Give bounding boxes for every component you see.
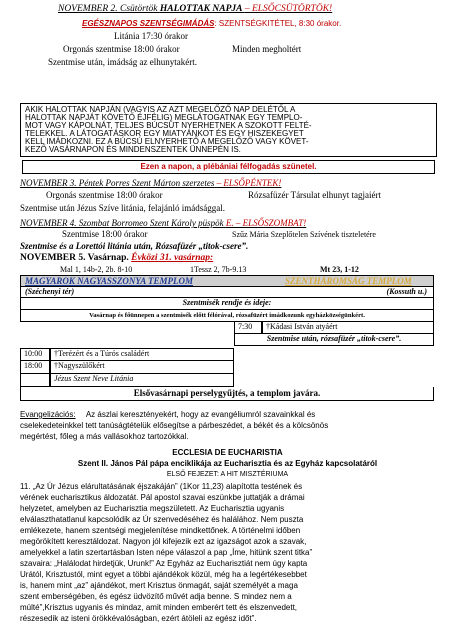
- nov2-tag: – ELSŐCSÜTÖRTÖK!: [244, 4, 333, 14]
- nov3-saint: Porres Szent Márton szerzetes: [105, 178, 215, 188]
- evangelization-text: Az ászlai keresztényekért, hogy az evangéliumról szavainkkal és: [85, 410, 316, 419]
- indulgence-line: KEZŐ VASÁRNAPON ÉS MINDENSZENTEK ÜNNEPÉN IS.: [25, 145, 241, 154]
- nov3-tag: – ELSŐPÉNTEK!: [216, 178, 282, 188]
- evangelization-line: [20, 409, 435, 420]
- right-time: 7:30: [234, 322, 262, 334]
- indulgence-line: KELL IMÁDKOZNI. EZ A BÚCSÚ ELNYERHETŐ A MEGELŐZŐ VAGY KÖVET-: [25, 137, 309, 146]
- church-left-name: MAGYAROK NAGYASSZONYA TEMPLOM: [25, 276, 194, 286]
- nov3-after: Szentmise után Jézus Szíve litánia, felajánló imádsággal.: [20, 203, 225, 213]
- nov4-date: NOVEMBER 4. Szombat: [20, 218, 110, 228]
- nov4-saint: Borromeo Szent Károly püspök: [111, 218, 224, 228]
- nov4-mass: Szentmise 18:00 órakor: [62, 229, 148, 239]
- adoration-rest: : SZENTSÉGKITÉTEL, 8:30 órakor.: [214, 19, 342, 28]
- nov2-heading: [58, 4, 332, 15]
- ecclesia-line: helyzetet, amelyben az Eucharisztia megszületett. Az Eucharisztia ugyanis: [20, 504, 285, 513]
- church-right-name: SZENTHÁROMSÁG TEMPLOM: [285, 276, 412, 286]
- reading-1: Mal 1, 14b-2, 2b. 8-10: [60, 265, 133, 274]
- left-time-1: 10:00: [20, 348, 50, 361]
- nov4-heading: [20, 218, 306, 229]
- nov2-after: Szentmise után, imádság az elhunytakért.: [48, 57, 197, 67]
- indulgence-line: AKIK HALOTTAK NAPJÁN (VAGYIS AZ AZT MEGELŐZŐ NAP DELÉTŐL A: [25, 105, 296, 114]
- rosary-note: Vasárnap és főünnepen a szentmisék előtt félórával, rózsafüzért imádkozunk egyházközségünkért.: [20, 310, 434, 322]
- left-intention-3: Jézus Szent Neve Litánia: [50, 374, 234, 387]
- indulgence-line: HALOTTAK NAPJÁT KÖVETŐ ÉJFÉLIG) MEGLÁTOGATNAK EGY TEMPLO-: [25, 113, 303, 122]
- ecclesia-line: részesedik az isteni örökkévalóságban, ezért átöleli az egész időt”.: [20, 614, 257, 623]
- collection-note: Elsővasárnapi perselygyűjtés, a templom javára.: [20, 387, 434, 401]
- indulgence-line: MOT VAGY KÁPOLNÁT, TELJES BÚCSÚT NYERHETNEK A SZOKOTT FELTÉ-: [25, 121, 312, 130]
- nov2-intention: Minden megholtért: [232, 44, 302, 54]
- nov3-intention: Rózsafüzér Társulat elhunyt tagjaiért: [248, 190, 382, 200]
- ecclesia-line: megörökített keresztáldozat. Nagyon jól kifejezik ezt az igazságot azok a szavak,: [20, 537, 307, 546]
- church-left-sub: (Széchenyi tér): [25, 287, 75, 296]
- nov4-intention: Szűz Mária Szeplőtelen Szívének tiszteletére: [232, 230, 376, 239]
- ecclesia-line: 11. „Az Úr Jézus elárultatásának éjszakáján” (1Kor 11,23) alapította testének és: [20, 482, 303, 491]
- nov2-date: NOVEMBER 2. Csütörtök: [58, 4, 158, 14]
- office-closed-notice: Ezen a napon, a plébániai félfogadás szünetel.: [22, 160, 435, 174]
- nov3-heading: [20, 178, 281, 189]
- evangelization-line: cselekedeteinkkel tett tanúságtételük elősegítse a párbeszédet, a békét és a kölcsönös: [20, 421, 329, 430]
- ecclesia-line: emlékezete, hanem szentségi megjelenítése mindkettőnek. A történelmi időben: [20, 526, 301, 535]
- evangelization-label: Evangelizációs:: [20, 410, 76, 419]
- indulgence-line: TELEKKEL. A LÁTOGATÁSKOR EGY MIATYÁNKOT ÉS EGY HISZEKEGYET: [25, 129, 304, 138]
- left-intention-1: †Terézért és a Túrós családért: [50, 348, 234, 361]
- ecclesia-line: elválaszthatatlanul kapcsolódik az Úr szenvedéséhez és halálához. Nem puszta: [20, 515, 304, 524]
- left-time-3: [20, 374, 50, 387]
- nov2-mass: Orgonás szentmise 18:00 órakor: [63, 44, 180, 54]
- ecclesia-line: szent emberségében, és egész üdvözítő művét adja benne. S mindez nem a: [20, 592, 292, 601]
- nov2-feast: HALOTTAK NAPJA: [159, 4, 243, 14]
- ecclesia-subtitle: Szent II. János Pál pápa enciklikája az Eucharisztia és az Egyház kapcsolatáról: [77, 459, 378, 468]
- nov2-litany: Litánia 17:30 órakor: [114, 31, 188, 41]
- right-intention: †Kádasi István atyáért: [262, 322, 434, 334]
- nov5-tag: Évközi 31. vasárnap:: [131, 253, 214, 263]
- reading-2: 1Tessz 2, 7b-9.13: [190, 265, 247, 274]
- evangelization-line: megértést, főleg a más vallásokhoz tartozókkal.: [20, 432, 189, 441]
- adoration-label: EGÉSZNAPOS SZENTSÉGIMÁDÁS: [82, 19, 215, 28]
- nov3-date: NOVEMBER 3. Péntek: [20, 178, 104, 188]
- gospel: Mt 23, 1-12: [320, 265, 359, 274]
- nov5-heading: [20, 253, 213, 264]
- church-header-bar: [20, 275, 434, 287]
- right-after: Szentmise után, rózsafüzér „titok-csere”.: [234, 334, 434, 346]
- indulgence-box: [20, 103, 437, 157]
- nov3-mass: Orgonás szentmise 18:00 órakor: [46, 190, 163, 200]
- nov4-after: Szentmise és a Lorettói litánia után, Rózsafüzér „titok-csere”.: [20, 241, 249, 251]
- ecclesia-line: is, hanem mint „az” ajándékot, mert Krisztus önmagát, saját személyét a maga: [20, 581, 298, 590]
- left-time-2: 18:00: [20, 361, 50, 374]
- ecclesia-line: szavaira: „Halálodat hirdetjük, Urunk!” Az Egyház az Eucharisztiát nem úgy kapta: [20, 559, 308, 568]
- ecclesia-line: amelyekkel a latin szertartásban Isten népe válaszol a pap „Íme, hitünk szent titka”: [20, 548, 313, 557]
- ecclesia-title: ECCLESIA DE EUCHARISTIA: [172, 448, 283, 457]
- ecclesia-line: vérének eucharisztikus áldozatát. Pál apostol szavai eszünkbe juttatják a drámai: [20, 493, 305, 502]
- nov2-adoration: [82, 18, 341, 29]
- ecclesia-line: Urától, Krisztustól, mint egyet a többi ajándékok közül, még ha a legértékesebbet: [20, 570, 307, 579]
- ecclesia-chapter: ELSŐ FEJEZET: A HIT MISZTÉRIUMA: [166, 471, 289, 478]
- left-intention-2: †Nagyszülőkért: [50, 361, 234, 374]
- ecclesia-line: múlté”,Krisztus ugyanis és mindaz, amit minden emberért tett és elszenvedett,: [20, 603, 298, 612]
- nov4-tag: E. – ELSŐSZOMBAT!: [225, 218, 307, 228]
- church-sub-row: [20, 287, 434, 298]
- schedule-title: Szentmisék rendje és ideje:: [20, 298, 434, 310]
- church-right-sub: (Kossuth u.): [386, 287, 427, 296]
- nov5-date: NOVEMBER 5. Vasárnap.: [20, 253, 129, 263]
